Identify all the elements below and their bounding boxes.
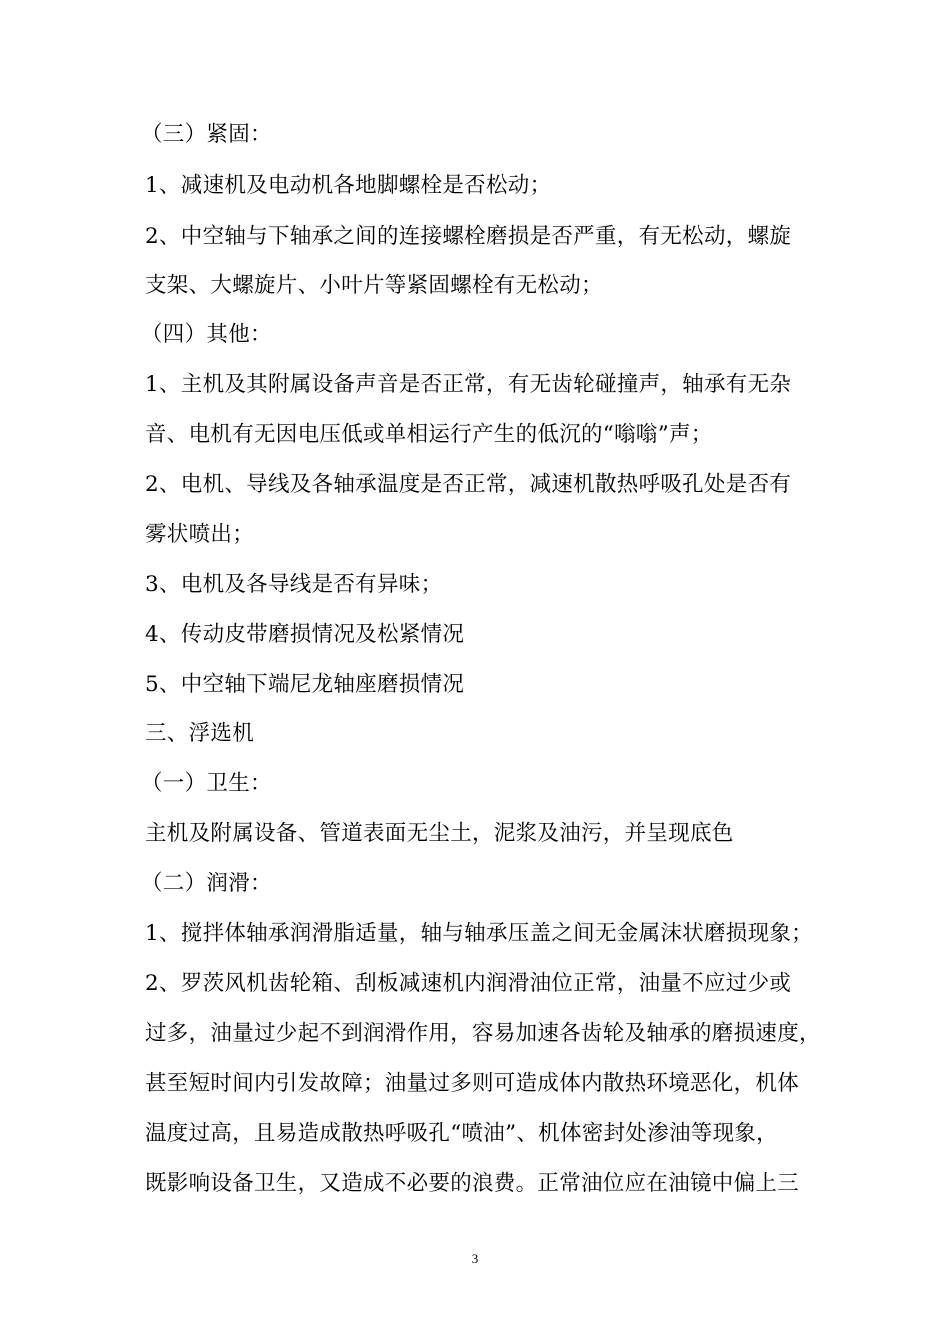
paragraph-line: 1、主机及其附属设备声音是否正常，有无齿轮碰撞声，轴承有无杂 xyxy=(145,372,792,397)
page-number: 3 xyxy=(471,1251,479,1266)
paragraph-line: 3、电机及各导线是否有异味； xyxy=(145,572,443,597)
paragraph-line: 2、罗茨风机齿轮箱、刮板减速机内润滑油位正常，油量不应过少或 xyxy=(145,971,792,996)
paragraph-line: 1、搅拌体轴承润滑脂适量，轴与轴承压盖之间无金属沫状磨损现象； xyxy=(145,921,813,946)
paragraph-line: 温度过高，且易造成散热呼吸孔“喷油”、机体密封处渗油等现象， xyxy=(145,1121,778,1146)
chapter-heading-flotation: 三、浮选机 xyxy=(145,721,255,746)
section-heading-other: （四）其他： xyxy=(141,322,272,347)
paragraph-line: 4、传动皮带磨损情况及松紧情况 xyxy=(145,622,465,647)
paragraph-line: 雾状喷出； xyxy=(145,522,255,547)
section-heading-fastening: （三）紧固： xyxy=(141,122,272,147)
paragraph-line: 1、减速机及电动机各地脚螺栓是否松动； xyxy=(145,173,552,198)
paragraph-line: 5、中空轴下端尼龙轴座磨损情况 xyxy=(145,672,465,697)
section-heading-hygiene: （一）卫生： xyxy=(141,771,272,796)
paragraph-line: 过多，油量过少起不到润滑作用，容易加速各齿轮及轴承的磨损速度， xyxy=(145,1021,821,1046)
paragraph-line: 甚至短时间内引发故障；油量过多则可造成体内散热环境恶化，机体 xyxy=(145,1071,800,1096)
paragraph-line: 主机及附属设备、管道表面无尘土，泥浆及油污，并呈现底色 xyxy=(145,821,734,846)
paragraph-line: 支架、大螺旋片、小叶片等紧固螺栓有无松动； xyxy=(145,273,603,298)
section-heading-lubrication: （二）润滑： xyxy=(141,871,272,896)
paragraph-line: 音、电机有无因电压低或单相运行产生的低沉的“嗡嗡”声； xyxy=(145,422,713,447)
paragraph-line: 既影响设备卫生，又造成不必要的浪费。正常油位应在油镜中偏上三 xyxy=(145,1171,800,1196)
paragraph-line: 2、中空轴与下轴承之间的连接螺栓磨损是否严重，有无松动，螺旋 xyxy=(145,224,792,249)
paragraph-line: 2、电机、导线及各轴承温度是否正常，减速机散热呼吸孔处是否有 xyxy=(145,472,792,497)
